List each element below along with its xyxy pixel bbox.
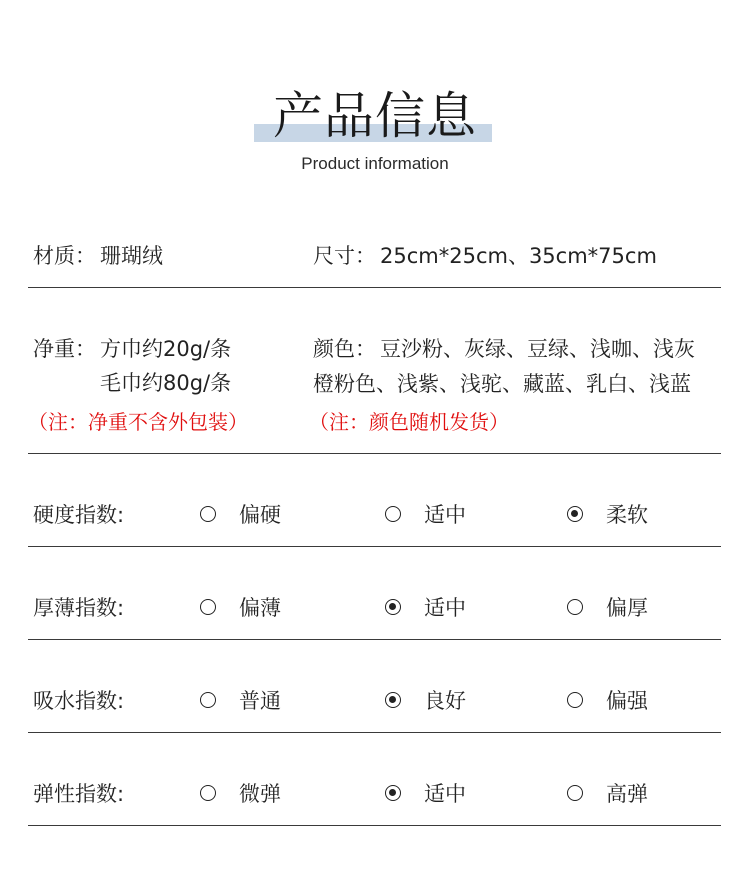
- divider: [28, 732, 721, 733]
- page-title: 产品信息: [273, 87, 477, 145]
- radio-option[interactable]: [567, 506, 583, 522]
- radio-option[interactable]: [567, 599, 583, 615]
- radio-option[interactable]: [200, 785, 216, 801]
- option-label: 偏硬: [239, 503, 281, 527]
- material-label: 材质：: [33, 244, 96, 268]
- size-value: 25cm*25cm、35cm*75cm: [380, 244, 657, 268]
- divider: [28, 825, 721, 826]
- divider: [28, 287, 721, 288]
- material-value: 珊瑚绒: [100, 244, 163, 268]
- title-block: [0, 84, 750, 148]
- divider: [28, 453, 721, 454]
- divider: [28, 546, 721, 547]
- color-label: 颜色：: [313, 337, 376, 361]
- weight-label: 净重：: [33, 337, 96, 361]
- index-label: 硬度指数:: [33, 503, 125, 527]
- color-note: （注：颜色随机发货）: [309, 410, 509, 434]
- option-label: 微弹: [239, 782, 281, 806]
- option-label: 偏强: [606, 689, 648, 713]
- radio-option[interactable]: [200, 599, 216, 615]
- weight-note: （注：净重不含外包装）: [28, 410, 248, 434]
- color-line-2: 橙粉色、浅紫、浅驼、藏蓝、乳白、浅蓝: [313, 372, 691, 396]
- radio-option[interactable]: [385, 785, 401, 801]
- page-subtitle: Product information: [301, 154, 449, 173]
- radio-option[interactable]: [200, 692, 216, 708]
- weight-line-2: 毛巾约80g/条: [100, 371, 232, 395]
- radio-option[interactable]: [385, 599, 401, 615]
- option-label: 良好: [424, 689, 466, 713]
- option-label: 适中: [424, 782, 466, 806]
- option-label: 适中: [424, 503, 466, 527]
- option-label: 普通: [239, 689, 281, 713]
- option-label: 柔软: [606, 503, 648, 527]
- size-label: 尺寸：: [313, 244, 376, 268]
- color-line-1: 豆沙粉、灰绿、豆绿、浅咖、浅灰: [380, 337, 695, 361]
- radio-option[interactable]: [567, 692, 583, 708]
- radio-option[interactable]: [385, 692, 401, 708]
- radio-option[interactable]: [567, 785, 583, 801]
- option-label: 偏薄: [239, 596, 281, 620]
- index-label: 吸水指数:: [33, 689, 125, 713]
- option-label: 高弹: [606, 782, 648, 806]
- option-label: 偏厚: [606, 596, 648, 620]
- index-label: 厚薄指数:: [33, 596, 125, 620]
- weight-line-1: 方巾约20g/条: [100, 337, 232, 361]
- option-label: 适中: [424, 596, 466, 620]
- divider: [28, 639, 721, 640]
- index-label: 弹性指数:: [33, 782, 125, 806]
- radio-option[interactable]: [385, 506, 401, 522]
- radio-option[interactable]: [200, 506, 216, 522]
